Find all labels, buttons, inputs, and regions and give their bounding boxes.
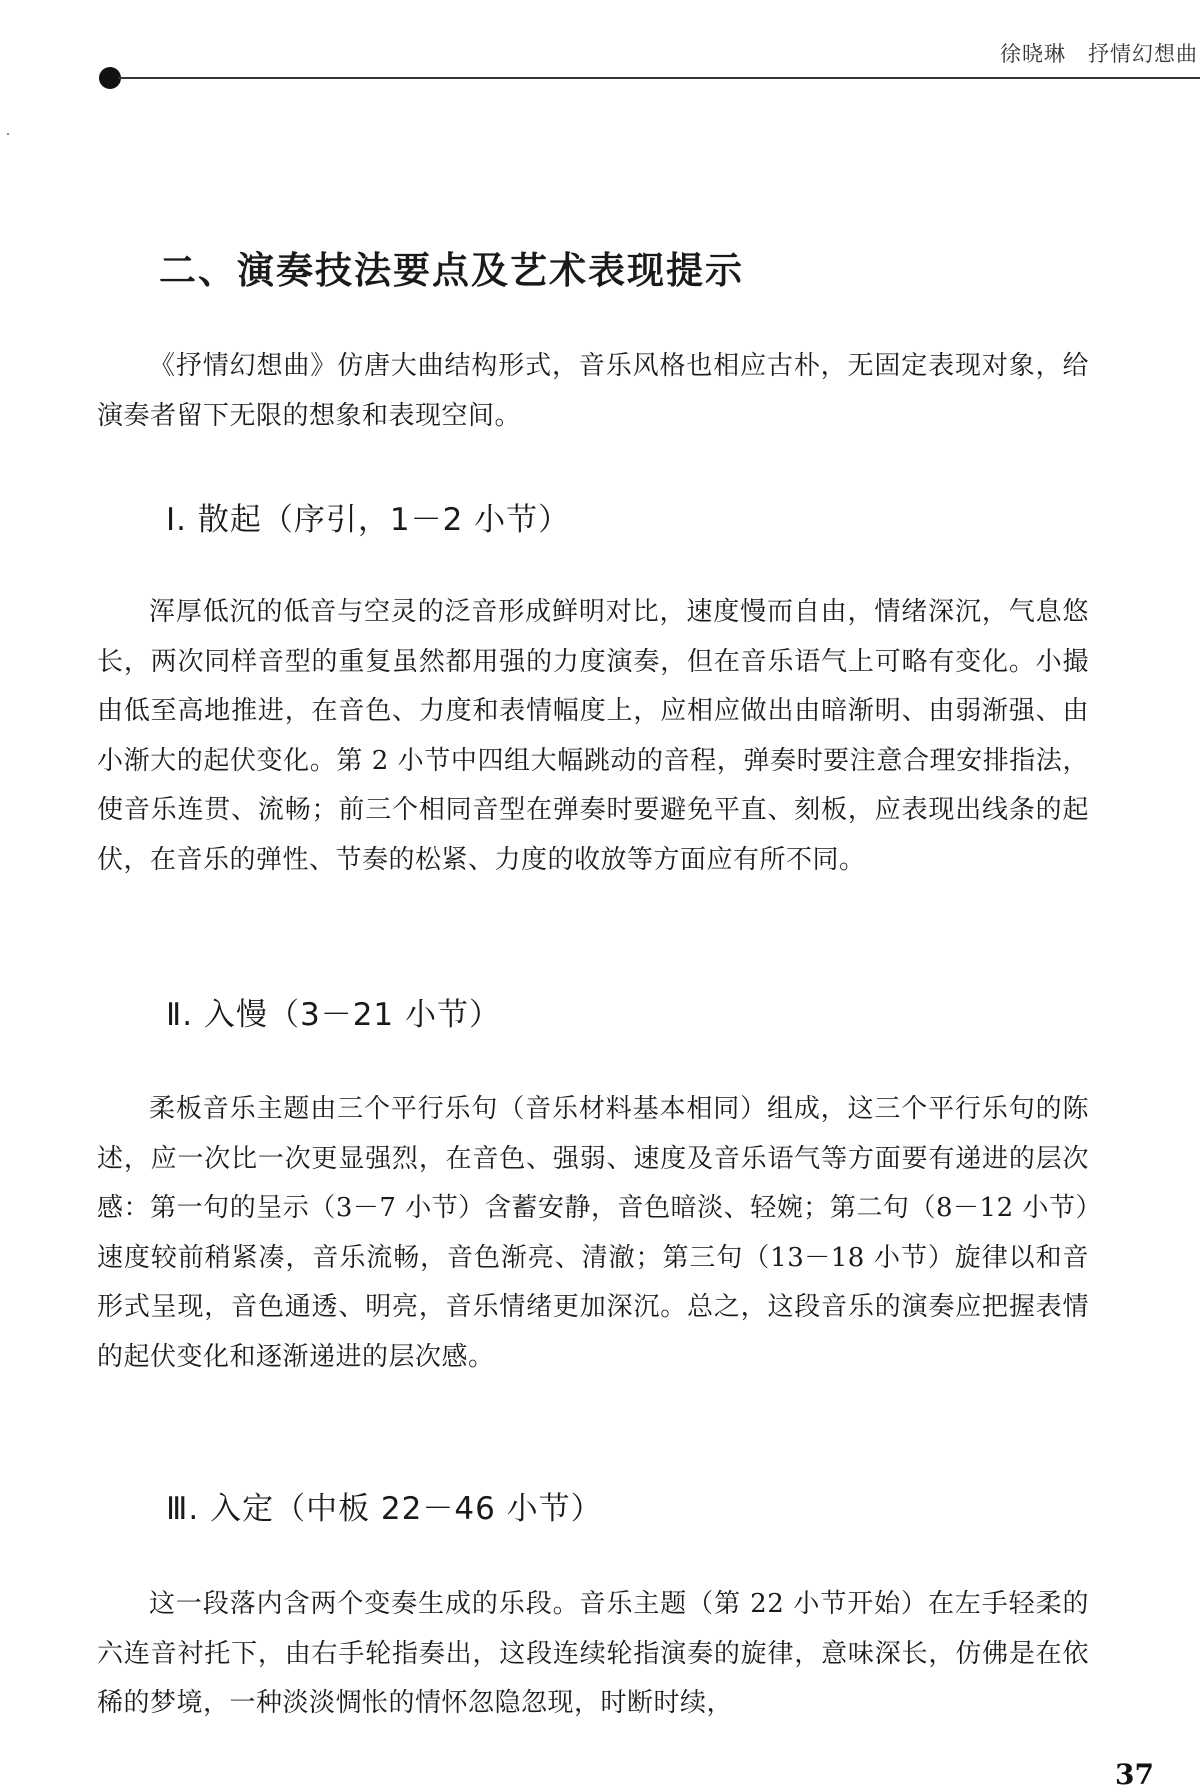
- scan-speck: [7, 133, 9, 135]
- intro-paragraph: 《抒情幻想曲》仿唐大曲结构形式，音乐风格也相应古朴，无固定表现对象，给演奏者留下无限的想象和表现空间。: [97, 351, 1089, 431]
- running-header: [1000, 38, 1198, 68]
- header-rule: [118, 77, 1200, 79]
- part-2-heading: Ⅱ. 入慢（3－21 小节）: [166, 997, 501, 1033]
- part-3-paragraph: 这一段落内含两个变奏生成的乐段。音乐主题（第 22 小节开始）在左手轻柔的六连音衬托下，由右手轮指奏出，这段连续轮指演奏的旋律，意味深长，仿佛是在依稀的梦境，一种淡淡惆怅的情怀忽隐忽现，时断时续，: [97, 1589, 1089, 1718]
- page-number: 37: [1115, 1758, 1154, 1785]
- header-title: 抒情幻想曲: [1088, 42, 1198, 66]
- part-1-paragraph: 浑厚低沉的低音与空灵的泛音形成鲜明对比，速度慢而自由，情绪深沉，气息悠长，两次同样音型的重复虽然都用强的力度演奏，但在音乐语气上可略有变化。小撮由低至高地推进，在音色、力度和表情幅度上，应相应做出由暗渐明、由弱渐强、由小渐大的起伏变化。第 2 小节中四组大幅跳动的音程，弹奏时要注意合理安排指法，使音乐连贯、流畅；前三个相同音型在弹奏时要避免平直、刻板，应表现出线条的起伏，在音乐的弹性、节奏的松紧、力度的收放等方面应有所不同。: [97, 597, 1089, 875]
- part-2-paragraph: 柔板音乐主题由三个平行乐句（音乐材料基本相同）组成，这三个平行乐句的陈述，应一次比一次更显强烈，在音色、强弱、速度及音乐语气等方面要有递进的层次感：第一句的呈示（3－7 小节）含蓄安静，音色暗淡、轻婉；第二句（8－12 小节）速度较前稍紧凑，音乐流畅，音色渐亮、清澈；第三句（13－18 小节）旋律以和音形式呈现，音色通透、明亮，音乐情绪更加深沉。总之，这段音乐的演奏应把握表情的起伏变化和逐渐递进的层次感。: [97, 1094, 1089, 1372]
- part-3-heading: Ⅲ. 入定（中板 22－46 小节）: [166, 1491, 603, 1527]
- section-title: 二、演奏技法要点及艺术表现提示: [159, 249, 744, 292]
- part-1-heading: Ⅰ. 散起（序引，1－2 小节）: [166, 502, 571, 538]
- header-author: 徐晓琳: [1000, 42, 1066, 66]
